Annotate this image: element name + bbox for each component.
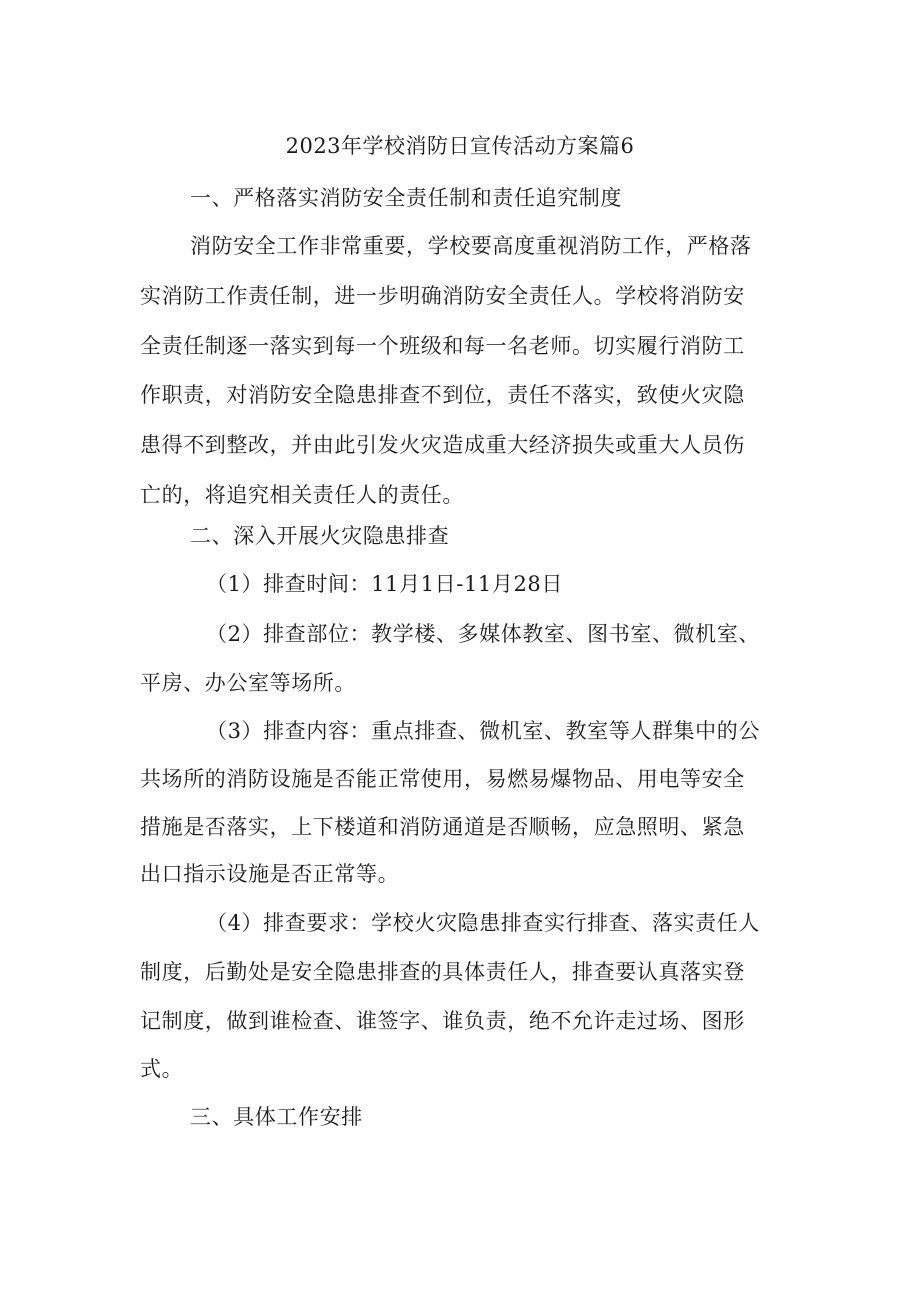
paragraph-line: 全责任制逐一落实到每一个班级和每一名老师。切实履行消防工: [140, 334, 745, 358]
document-title: 2023年学校消防日宣传活动方案篇6: [285, 134, 635, 158]
paragraph-line: 患得不到整改，并由此引发火灾造成重大经济损失或重大人员伤: [140, 433, 745, 457]
item2-line: （2）排查部位：教学楼、多媒体教室、图书室、微机室、: [206, 622, 760, 646]
item4-line: 记制度，做到谁检查、谁签字、谁负责，绝不允许走过场、图形: [140, 1009, 745, 1033]
item2-line: 平房、办公室等场所。: [140, 671, 356, 695]
item3-line: 共场所的消防设施是否能正常使用，易燃易爆物品、用电等安全: [140, 767, 745, 791]
paragraph-line: 作职责，对消防安全隐患排查不到位，责任不落实，致使火灾隐: [140, 383, 745, 407]
item4-line: 式。: [140, 1057, 184, 1081]
paragraph-line: 消防安全工作非常重要，学校要高度重视消防工作，严格落: [190, 234, 752, 258]
paragraph-line: 实消防工作责任制，进一步明确消防安全责任人。学校将消防安: [140, 284, 745, 308]
paragraph-line: 亡的，将追究相关责任人的责任。: [140, 483, 464, 507]
item3-line: 措施是否落实，上下楼道和消防通道是否顺畅，应急照明、紧急: [140, 815, 745, 839]
section1-heading: 一、严格落实消防安全责任制和责任追究制度: [190, 186, 622, 210]
item4-line: 制度，后勤处是安全隐患排查的具体责任人，排查要认真落实登: [140, 960, 745, 984]
item3-line: 出口指示设施是否正常等。: [140, 862, 400, 886]
section3-heading: 三、具体工作安排: [190, 1105, 363, 1129]
section2-heading: 二、深入开展火灾隐患排查: [190, 524, 450, 548]
item3-line: （3）排查内容：重点排查、微机室、教室等人群集中的公: [206, 719, 760, 743]
item1-line: （1）排查时间：11月1日-11月28日: [206, 572, 563, 596]
item4-line: （4）排查要求：学校火灾隐患排查实行排查、落实责任人: [206, 911, 760, 935]
